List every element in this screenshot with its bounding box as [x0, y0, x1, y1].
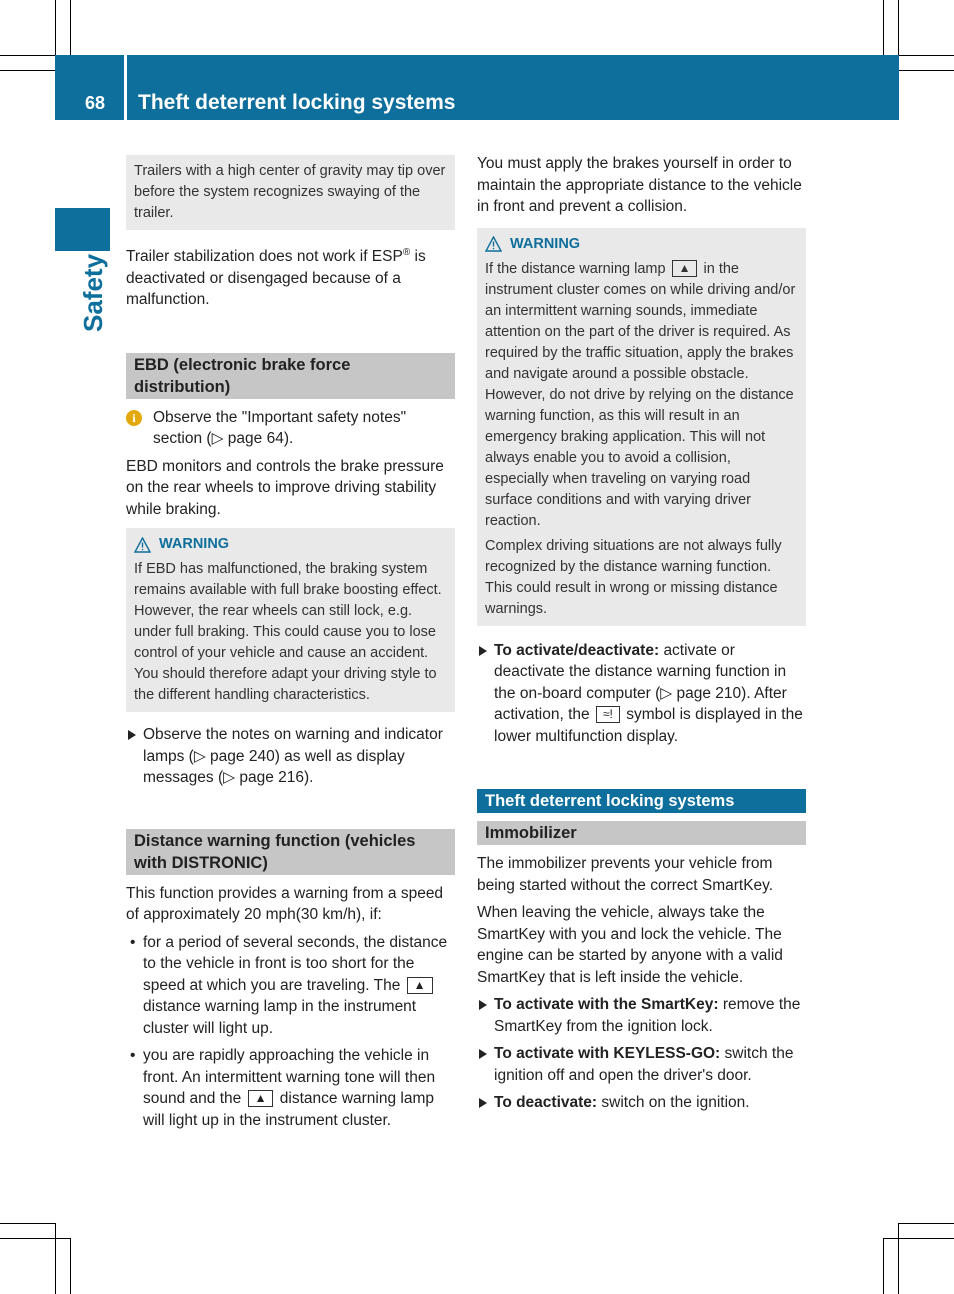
immobilizer-heading: Immobilizer — [477, 821, 806, 845]
header-divider — [124, 55, 127, 120]
warning-paragraph-1 — [485, 259, 798, 532]
page-number: 68 — [85, 93, 106, 113]
page-header — [55, 55, 899, 120]
crop-mark — [899, 55, 954, 56]
bullet-1-text-a: for a period of several seconds, the distance to the vehicle in front is too short for the speed at which you are traveling. The — [143, 933, 448, 994]
warning-triangle-icon — [485, 236, 502, 252]
crop-mark — [899, 1223, 954, 1224]
step-2-label: To activate with KEYLESS-GO: — [494, 1045, 721, 1062]
crop-mark — [898, 1223, 899, 1294]
info-icon: i — [126, 410, 142, 426]
crop-mark — [70, 1238, 71, 1294]
section-side-label: Safety — [78, 253, 108, 332]
immobilizer-step-2 — [477, 1043, 806, 1086]
distance-paragraph: This function provides a warning from a speed of approximately 20 mph(30 km/h), if: — [126, 884, 444, 924]
immobilizer-paragraph-1: The immobilizer prevents your vehicle from being started without the correct SmartKey. — [477, 855, 774, 894]
ebd-info-text: Observe the "Important safety notes" section (▷ page 64). — [153, 408, 407, 448]
trailer-text-a: Trailer stabilization does not work if ESP — [126, 248, 403, 266]
trailer-text-b: is deactivated or disengaged because of a malfunction. — [126, 248, 426, 309]
warning-p1-text-b: in the instrument cluster comes on while driving and/or an intermittent warning sounds, immediate attention on the part of the driver is required. As required by the traffic situation, apply the brakes and navigate around a possible obstacle. However, do not drive by relying on the distance warning function, as this will result in an emergency braking application. This will not always enable you to avoid a collision, especially when traveling on varying road surface conditions and with varying driver reaction. — [485, 260, 796, 529]
crop-mark — [883, 1238, 884, 1294]
step-1-text: remove the SmartKey from the ignition lock. — [494, 996, 801, 1035]
crop-mark — [884, 1238, 954, 1239]
distance-warning-lamp-icon: ▲ — [672, 260, 698, 277]
distance-warning-label: WARNING — [510, 235, 581, 252]
trailer-paragraph — [126, 242, 455, 311]
ebd-info-note — [126, 407, 455, 450]
step-3-label: To deactivate: — [494, 1094, 598, 1111]
registered-mark: ® — [402, 247, 411, 258]
ebd-warning-header — [134, 534, 447, 555]
trailer-note — [126, 155, 455, 230]
activate-label: To activate/deactivate: — [494, 641, 660, 659]
distance-heading: Distance warning function (vehicles with DISTRONIC) — [126, 829, 455, 875]
warning-triangle-icon — [134, 537, 151, 553]
bullet-1-text-b: distance warning lamp in the instrument cluster will light up. — [143, 998, 417, 1037]
distance-warning-lamp-icon: ▲ — [407, 977, 433, 994]
bullet-2-text-a: you are rapidly approaching the vehicle in front. An intermittent warning tone will then sound and the — [143, 1047, 436, 1108]
distance-warning-header — [485, 234, 798, 255]
right-column — [477, 153, 806, 1120]
distance-warning-symbol-icon: ≈! — [596, 706, 620, 723]
section-tab — [55, 208, 110, 251]
crop-mark — [883, 0, 884, 55]
ebd-paragraph: EBD monitors and controls the brake pressure on the rear wheels to improve driving stability while braking. — [126, 457, 444, 518]
distance-warning-box — [477, 228, 806, 626]
crop-mark — [0, 1238, 70, 1239]
immobilizer-paragraph-2: When leaving the vehicle, always take the SmartKey with you and lock the vehicle. The engine can be started by anyone with a valid SmartKey that is left inside the vehicle. — [477, 904, 783, 986]
warning-p1-text-a: If the distance warning lamp — [485, 260, 666, 277]
ebd-heading: EBD (electronic brake force distribution) — [126, 353, 455, 399]
ebd-warning-text: If EBD has malfunctioned, the braking system remains available with full brake boosting effect. However, the rear wheels can still lock, e.g. under full braking. This could cause you to lose control of your vehicle and cause an accident. You should therefore adapt your driving style to the different handling characteristics. — [134, 561, 442, 704]
brakes-paragraph: You must apply the brakes yourself in order to maintain the appropriate distance to the vehicle in front and prevent a collision. — [477, 155, 802, 215]
ebd-warning-box — [126, 528, 455, 712]
distance-bullet-2 — [126, 1045, 455, 1131]
page-title: Theft deterrent locking systems — [138, 91, 456, 114]
crop-mark — [55, 1223, 56, 1294]
crop-mark — [70, 0, 71, 55]
crop-mark — [0, 1223, 55, 1224]
trailer-note-text: Trailers with a high center of gravity may tip over before the system recognizes swaying of the trailer. — [134, 163, 446, 221]
distance-bullet-1 — [126, 932, 455, 1040]
step-2-text: switch the ignition off and open the driver's door. — [494, 1045, 794, 1084]
activate-text-a: activate or deactivate the distance warning function in the on-board computer (▷ page 210). After activation, the — [494, 641, 787, 723]
crop-mark — [0, 55, 55, 56]
activate-text-b: symbol is displayed in the lower multifunction display. — [494, 706, 803, 745]
theft-heading: Theft deterrent locking systems — [477, 789, 806, 813]
ebd-warning-label: WARNING — [159, 536, 230, 553]
ebd-step: Observe the notes on warning and indicator lamps (▷ page 240) as well as display messages (▷ page 216). — [126, 724, 455, 789]
immobilizer-step-1 — [477, 994, 806, 1037]
warning-paragraph-2: Complex driving situations are not always fully recognized by the distance warning function. This could result in wrong or missing distance warnings. — [485, 537, 782, 617]
left-column — [126, 155, 455, 1137]
distance-warning-lamp-icon: ▲ — [248, 1090, 274, 1107]
step-1-label: To activate with the SmartKey: — [494, 996, 719, 1013]
step-3-text: switch on the ignition. — [601, 1094, 750, 1111]
immobilizer-step-3 — [477, 1092, 806, 1114]
bullet-2-text-b: distance warning lamp will light up in the instrument cluster. — [143, 1090, 435, 1129]
activate-step — [477, 640, 806, 748]
